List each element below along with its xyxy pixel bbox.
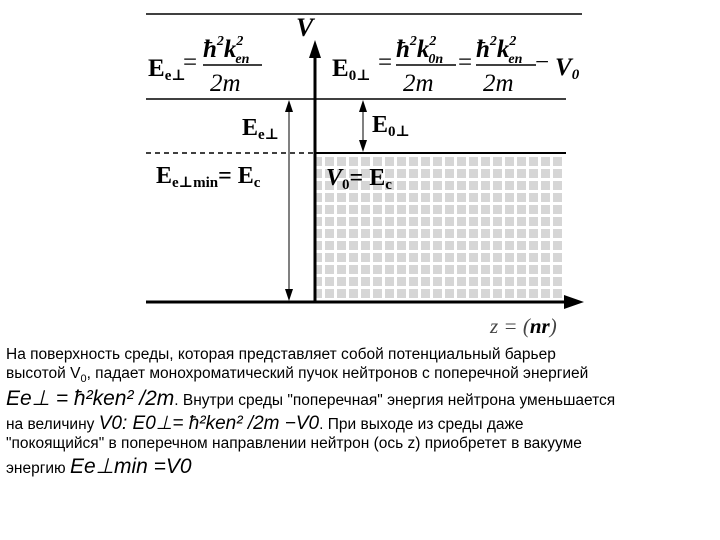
caption-line-6: энергию Ee⊥min =V0 <box>6 455 192 479</box>
svg-text:ħ2k2en: $ħ^2k^2$ en <box>476 34 523 67</box>
svg-text:=: = <box>378 49 393 76</box>
label-e-perp: Ee⊥ <box>242 115 280 143</box>
svg-text:=: = <box>458 49 473 76</box>
caption-line-1: На поверхность среды, которая представляет собой потенциальный барьер <box>6 346 556 363</box>
formula-e-perp <box>148 34 262 97</box>
svg-text:2m: 2m <box>483 70 514 97</box>
caption-line-3: Ee⊥ = ħ²ken² /2m. Внутри среды "поперечная" энергия нейтрона уменьшается <box>6 387 616 411</box>
caption-line-5: "покоящийся" в поперечном направлении нейтрон (ось z) приобретет в вакууме <box>6 435 582 453</box>
e0-perp-arrow-bottom <box>359 140 367 152</box>
caption-text <box>6 346 714 480</box>
svg-text:ħ2k20n: $ħ^2k^2$ 0n <box>396 34 444 67</box>
svg-text:2m: 2m <box>403 70 434 97</box>
label-e0-perp: E0⊥ <box>372 112 410 140</box>
formula-e0-perp <box>332 34 580 97</box>
formula-e0-perp-text: : E0⊥= ħ²ken² /2m −V0 <box>121 413 320 435</box>
label-v0-ec: V0= Ec <box>326 165 392 193</box>
caption-line-2: высотой $V_0$, падает монохроматический пучок нейтронов с поперечной энергией <box>6 364 589 385</box>
svg-text:Ee⊥: Ee⊥ <box>148 55 186 84</box>
svg-text:V0: V0 <box>555 54 580 83</box>
svg-text:E0⊥: E0⊥ <box>332 55 371 84</box>
v-axis-label: V <box>296 13 314 42</box>
formula-v0: V0 <box>98 413 122 435</box>
caption-line-4: на величину V0: E0⊥= ħ²ken² /2m −V0. При выходе из среды даже <box>6 413 524 435</box>
svg-text:=: = <box>183 49 198 76</box>
e0-perp-arrow-top <box>359 100 367 112</box>
svg-text:2m: 2m <box>210 70 241 97</box>
z-axis-arrowhead <box>564 295 584 309</box>
svg-text:−: − <box>535 49 550 76</box>
e-perp-arrow-bottom <box>285 289 293 301</box>
svg-text:ħ2k2en: $ħ^2k^2$ en <box>203 34 250 67</box>
e-perp-arrow-top <box>285 100 293 112</box>
z-axis-label: z = (nr) <box>490 314 557 338</box>
formula-e-perp-min: Ee⊥min =V0 <box>69 455 192 479</box>
label-e-perp-min: Ee⊥min= Ec <box>156 163 261 191</box>
formula-ee-perp: Ee⊥ = ħ²ken² /2m <box>6 387 175 411</box>
v-axis-arrowhead <box>309 40 321 58</box>
